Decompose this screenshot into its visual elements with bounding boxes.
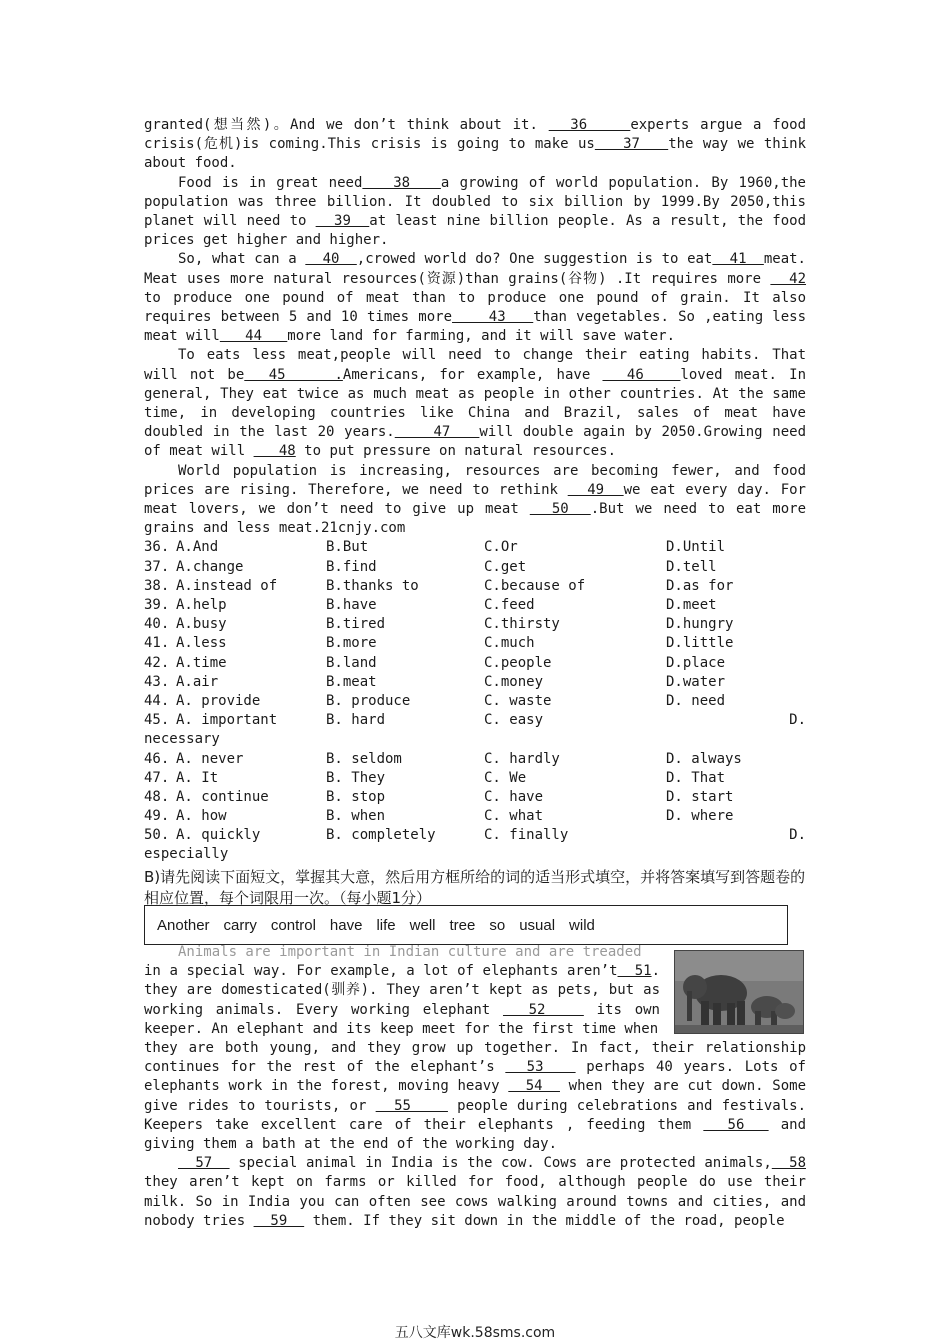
question-number: 36. <box>144 539 170 556</box>
question-number: 42. <box>144 654 170 671</box>
option-b: B.thanks to <box>326 577 419 594</box>
option-b: B. hard <box>326 712 386 729</box>
option-row <box>144 654 806 673</box>
paragraph-3: So, what can a 40 ,crowed world do? One suggestion is to eat 41 meat. Meat uses more natural resources(资源)than grains(谷物) .It requires more 42 to produce one pound of meat than to produce one pound of grain. It also requires between 5 and 10 times more 43 than vegetables. So ,eating less meat will 44 more land for farming, and it will save water. <box>144 251 807 345</box>
option-d: D. That <box>666 769 726 786</box>
option-b: B. stop <box>326 788 386 805</box>
option-c: C. what <box>484 808 544 825</box>
blank-57: 57 <box>178 1155 230 1172</box>
word-bank-item: wild <box>569 916 595 934</box>
word-bank-item: carry <box>223 916 257 934</box>
option-c: C.Or <box>484 539 518 556</box>
option-a: A. never <box>176 750 244 767</box>
option-row <box>144 692 806 711</box>
question-number: 43. <box>144 673 170 690</box>
option-c: C.feed <box>484 597 535 614</box>
option-d: D.place <box>666 654 726 671</box>
option-d: D. always <box>666 750 742 767</box>
option-a: A. continue <box>176 788 269 805</box>
option-d: D.hungry <box>666 616 734 633</box>
option-row <box>144 615 806 634</box>
question-number: 40. <box>144 616 170 633</box>
option-a: A. important <box>176 712 278 729</box>
option-a: A. provide <box>176 692 261 709</box>
blank-50: 50 <box>529 501 591 518</box>
option-c: C. easy <box>484 712 544 729</box>
option-a: A.And <box>176 539 219 556</box>
option-d: D.tell <box>666 558 717 575</box>
option-d: D.meet <box>666 597 717 614</box>
option-a: A.time <box>176 654 227 671</box>
blank-55: 55 <box>375 1097 448 1114</box>
question-number: 49. <box>144 808 170 825</box>
option-row <box>144 711 806 730</box>
option-b: B. They <box>326 769 386 786</box>
option-a: A. It <box>176 769 219 786</box>
option-d: D. start <box>666 788 734 805</box>
paragraph-b2: 57 special animal in India is the cow. Cows are protected animals, 58 they aren’t kept on farms or killed for food, although people do use their milk. So in India you can often see cows walking around towns and cities, and nobody tries 59 them. If they sit down in the middle of the road, people <box>144 1155 806 1229</box>
blank-42: 42 <box>770 270 807 287</box>
option-c: C. have <box>484 788 544 805</box>
paragraph-b1-rest: they are both young, and they grow up together. In fact, their relationship continues for the rest of the elephant’s 53 perhaps 40 years. Lots of elephants work in the forest, moving heavy 54 when they are cut down. Some give rides to tourists, or 55 people during celebrations and festivals. Keepers take excellent care of their elephants , feeding them 56 and giving them a bath at the end of the working day. <box>144 1040 807 1153</box>
blank-46: 46 <box>602 366 681 383</box>
option-c: C. waste <box>484 692 552 709</box>
option-row <box>144 596 806 615</box>
option-d: D. need <box>666 692 726 709</box>
option-b: B.more <box>326 635 377 652</box>
blank-47: 47 <box>394 424 480 441</box>
blank-54: 54 <box>508 1078 560 1095</box>
blank-37: 37 <box>594 136 669 153</box>
footer-watermark: 五八文库wk.58sms.com <box>394 1325 556 1341</box>
option-row <box>144 538 806 557</box>
option-c: C.because of <box>484 577 586 594</box>
paragraph-b1-wrapped: in a special way. For example, a lot of elephants aren’t 51. they are domesticated(驯养). They aren’t kept as pets, but as working animals. Every working elephant 52 its own keeper. An elephant and its keep meet for the first time when <box>144 963 660 1037</box>
option-row <box>144 634 806 653</box>
option-d: D.as for <box>666 577 734 594</box>
option-a: A.busy <box>176 616 227 633</box>
option-b: B. when <box>326 808 386 825</box>
option-c: C.money <box>484 673 544 690</box>
blank-52: 52 <box>502 1001 584 1018</box>
option-b: B.have <box>326 597 377 614</box>
question-number: 47. <box>144 769 170 786</box>
option-c: C.get <box>484 558 527 575</box>
option-b: B.tired <box>326 616 386 633</box>
blank-45: 45 . <box>244 366 343 383</box>
option-b: B. produce <box>326 692 411 709</box>
word-bank-item: tree <box>449 916 476 934</box>
blank-36: 36 <box>548 117 631 133</box>
paragraph-1: granted(想当然)。And we don’t think about it. 36 experts argue a food crisis(危机)is coming.This crisis is going to make us 37 the way we think about food. <box>144 117 807 172</box>
question-number: 46. <box>144 750 170 767</box>
option-d: D.Until <box>666 539 726 556</box>
option-row <box>144 769 806 788</box>
blank-44: 44 <box>219 328 288 345</box>
option-d: D. <box>789 712 806 729</box>
option-c: C.people <box>484 654 552 671</box>
option-row <box>144 750 806 769</box>
word-bank-item: so <box>489 916 506 934</box>
option-b: B. completely <box>326 827 436 844</box>
answer-options <box>144 538 806 864</box>
option-a: A.less <box>176 635 227 652</box>
option-d-wrap: necessary <box>144 731 220 748</box>
option-a: A. quickly <box>176 827 261 844</box>
option-c: C. finally <box>484 827 569 844</box>
blank-43: 43 <box>452 309 534 326</box>
word-bank-item: usual <box>519 916 556 934</box>
blank-48: 48 <box>253 443 296 460</box>
paragraph-4: To eats less meat,people will need to change their eating habits. That will not be 45 .Americans, for example, have 46 loved meat. In general, They eat twice as much meat as people in other countries. At the same time, in developing countries like China and Brazil, sales of meat have doubled in the last 20 years. 47 will double again by 2050.Growing need of meat will 48 to put pressure on natural resources. <box>144 347 807 460</box>
blank-51: 51 <box>617 963 652 980</box>
word-bank-item: well <box>409 916 436 934</box>
option-d: D. where <box>666 808 734 825</box>
option-c: C. We <box>484 769 527 786</box>
word-bank-item: life <box>376 916 396 934</box>
option-b: B.find <box>326 558 377 575</box>
option-row <box>144 807 806 826</box>
option-a: A.air <box>176 673 219 690</box>
option-a: A. how <box>176 808 227 825</box>
question-number: 44. <box>144 692 170 709</box>
question-number: 37. <box>144 558 170 575</box>
blank-49: 49 <box>567 481 624 498</box>
section-b-instruction: B)请先阅读下面短文，掌握其大意，然后用方框所给的词的适当形式填空，并将答案填写到答题卷的相应位置，每个词限用一次。（每小题1分） <box>144 867 806 907</box>
option-d: D. <box>789 827 806 844</box>
blank-41: 41 <box>712 251 764 268</box>
blank-59: 59 <box>253 1212 305 1229</box>
option-d: D.water <box>666 673 726 690</box>
option-c: C.much <box>484 635 535 652</box>
word-bank-item: control <box>270 916 316 934</box>
option-b: B.But <box>326 539 369 556</box>
question-number: 45. <box>144 712 170 729</box>
option-c: C.thirsty <box>484 616 560 633</box>
word-bank-item: have <box>329 916 363 934</box>
option-b: B. seldom <box>326 750 402 767</box>
option-row <box>144 826 806 845</box>
word-bank-item: Another <box>157 916 210 934</box>
option-d: D.little <box>666 635 734 652</box>
option-c: C. hardly <box>484 750 560 767</box>
option-row <box>144 558 806 577</box>
option-a: A.instead of <box>176 577 278 594</box>
blank-53: 53 <box>505 1059 576 1076</box>
option-row <box>144 577 806 596</box>
blank-38: 38 <box>362 174 441 191</box>
word-bank <box>144 905 788 945</box>
question-number: 50. <box>144 827 170 844</box>
paragraph-5: World population is increasing, resources are becoming fewer, and food prices are rising. Therefore, we need to rethink 49 we eat every day. For meat lovers, we don’t need to give up meat 50 .But we need to eat more grains and less meat.21cnjy.com <box>144 462 806 537</box>
blank-40: 40 <box>305 251 357 268</box>
option-d-wrap: especially <box>144 846 229 863</box>
question-number: 48. <box>144 788 170 805</box>
option-row <box>144 673 806 692</box>
question-number: 39. <box>144 597 170 614</box>
option-a: A.help <box>176 597 227 614</box>
paragraph-2: Food is in great need 38 a growing of world population. By 1960,the population was three billion. It doubled to six billion by 1999.By 2050,this planet will need to 39 at least nine billion people. As a result, the food prices get higher and higher. <box>144 174 806 249</box>
blank-56: 56 <box>703 1116 769 1133</box>
question-number: 41. <box>144 635 170 652</box>
blank-39: 39 <box>315 213 370 230</box>
option-b: B.meat <box>326 673 377 690</box>
question-number: 38. <box>144 577 170 594</box>
blank-58: 58 <box>771 1155 806 1172</box>
option-a: A.change <box>176 558 244 575</box>
cloze-part-a <box>144 116 806 909</box>
option-b: B.land <box>326 654 377 671</box>
option-row <box>144 788 806 807</box>
paragraph-b1-first-line: Animals are important in Indian culture and are treaded <box>178 944 642 960</box>
cloze-part-b <box>144 943 806 1231</box>
